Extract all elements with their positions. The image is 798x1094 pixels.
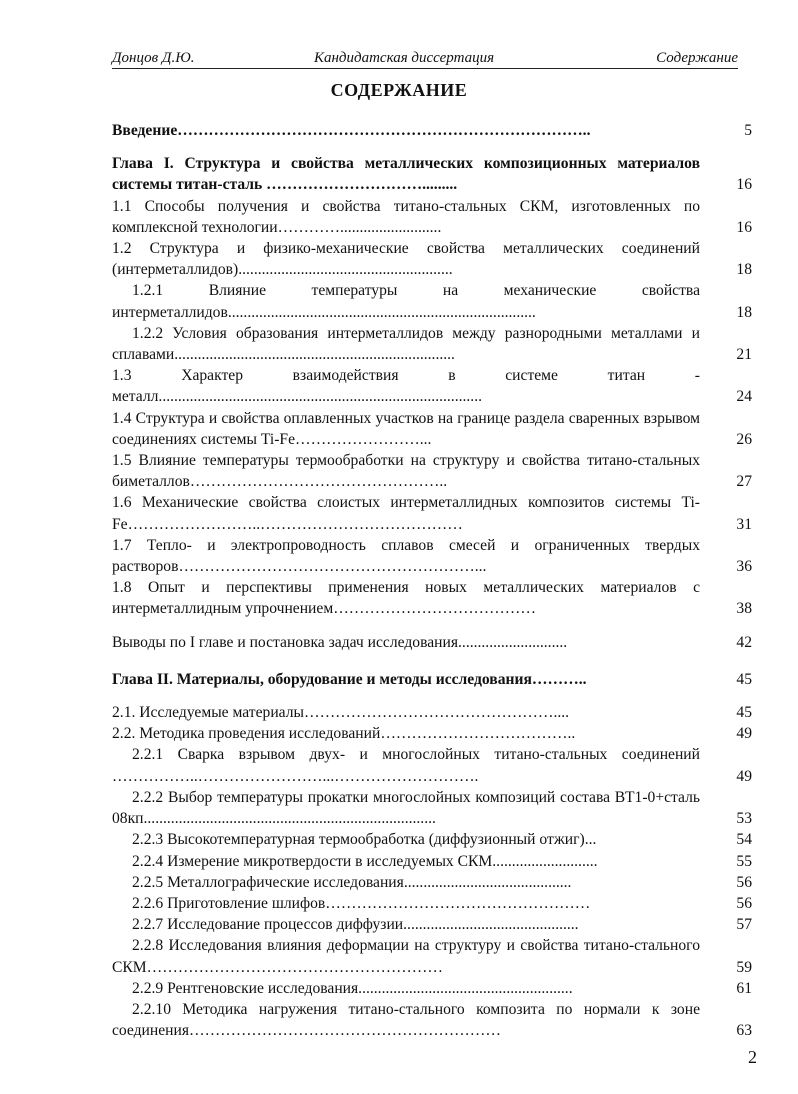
header-center: Кандидатская диссертация [314, 50, 495, 66]
toc-entry-text: 2.2. Методика проведения исследований……………………………….. [112, 725, 576, 743]
toc-entry [112, 535, 752, 577]
toc-entry [112, 365, 752, 407]
toc-entry-text: 2.2.6 Приготовление шлифов…………………………………………… [132, 894, 591, 912]
toc-entry-text: 1.6 Механические свойства слоистых интерметаллидных композитов системы Ti-Fe……………………..………………………………… [112, 494, 700, 533]
toc-entry [112, 280, 752, 322]
toc-entry-page: 55 [736, 852, 752, 870]
toc-entry-page: 16 [736, 176, 752, 194]
toc-entry-page: 21 [736, 346, 752, 364]
toc-entry-page: 45 [736, 704, 752, 722]
toc-entry-page: 49 [736, 725, 752, 743]
toc-entry-text: 2.2.7 Исследование процессов диффузии............................................. [132, 916, 579, 934]
toc-entry-page: 31 [736, 515, 752, 533]
toc-entry-page: 5 [744, 122, 752, 139]
toc-entry-text: 1.8 Опыт и перспективы применения новых металлических материалов с интерметаллидным упрочнением………………………………… [112, 579, 700, 618]
toc-entry-page: 24 [736, 388, 752, 406]
toc-entry [112, 999, 752, 1041]
page-title: СОДЕРЖАНИЕ [330, 80, 468, 100]
toc-entry [112, 872, 752, 893]
toc-entry [112, 851, 752, 872]
toc-entry-text: 1.2.2 Условия образования интерметаллидов между разнородными металлами и сплавами........................................................................ [112, 324, 700, 364]
toc-entry [112, 492, 752, 534]
toc-entry-text: 1.1 Способы получения и свойства титано-стальных СКМ, изготовленных по комплексной технологии………….......................... [112, 197, 700, 236]
toc-entry-page: 45 [736, 670, 752, 688]
toc-entry [112, 153, 752, 195]
toc-entry [112, 238, 752, 280]
toc-entry [112, 914, 752, 935]
toc-entry [112, 744, 752, 786]
header-section: Содержание [656, 50, 738, 66]
toc-entry-text: Глава I. Структура и свойства металлических композиционных материалов системы титан-сталь …………………………......... [112, 155, 700, 194]
toc-entry-text: 1.2 Структура и физико-механические свойства металлических соединений (интерметаллидов)....................................................... [112, 240, 700, 279]
toc-entry-text: 1.2.1 Влияние температуры на механические свойства интерметаллидов............................................................................... [112, 282, 700, 321]
toc-entry [112, 978, 752, 999]
toc-entry-text: 1.3 Характер взаимодействия в системе титан - металл................................................................................... [112, 367, 700, 406]
toc-entry-page: 26 [736, 430, 752, 448]
toc-entry [112, 577, 752, 619]
toc-entry-page: 18 [736, 261, 752, 279]
header-rule [112, 68, 738, 69]
toc-entry [112, 702, 752, 723]
toc-entry-text: 1.4 Структура и свойства оплавленных участков на границе раздела сваренных взрывом соединениях системы Ti-Fe……………………... [112, 409, 700, 448]
toc-entry-page: 61 [736, 979, 752, 997]
toc-entry-text: 2.2.4 Измерение микротвердости в исследуемых СКМ........................... [132, 852, 598, 870]
running-header [112, 50, 738, 68]
toc-entry-page: 18 [736, 303, 752, 321]
toc-entry [112, 787, 752, 829]
toc-entry-text: Выводы по I главе и постановка задач исследования............................ [112, 633, 568, 651]
toc-entry [112, 669, 752, 690]
table-of-contents [112, 120, 752, 1041]
header-author: Донцов Д.Ю. [112, 50, 195, 66]
toc-entry-page: 59 [736, 958, 752, 976]
toc-entry-page: 56 [736, 873, 752, 891]
toc-entry-page: 63 [736, 1022, 752, 1040]
toc-entry [112, 723, 752, 744]
toc-entry-text: 2.2.8 Исследования влияния деформации на структуру и свойства титано-стального СКМ………………………………………………… [112, 937, 700, 976]
toc-entry-text: 1.5 Влияние температуры термообработки на структуру и свойства титано-стальных биметаллов………………………………………….. [112, 452, 700, 491]
toc-entry-text: 2.2.9 Рентгеновские исследования....................................................... [132, 979, 573, 997]
toc-entry [112, 450, 752, 492]
toc-entry-text: 2.2.1 Сварка взрывом двух- и многослойных титано-стальных соединений ……………..……………………...………………………. [112, 746, 700, 785]
toc-entry-text: 2.2.2 Выбор температуры прокатки многослойных композиций состава ВТ1-0+сталь 08кп........................................................................... [112, 788, 700, 828]
toc-entry-page: 54 [736, 831, 752, 849]
toc-entry-page: 36 [736, 558, 752, 576]
toc-entry-text: 2.2.3 Высокотемпературная термообработка (диффузионный отжиг)... [132, 831, 597, 849]
toc-entry-text: 2.1. Исследуемые материалы………………………………………….... [112, 704, 570, 722]
toc-entry-text: Глава II. Материалы, оборудование и методы исследования……….. [112, 670, 587, 688]
toc-entry-page: 16 [736, 218, 752, 236]
toc-entry [112, 196, 752, 238]
toc-entry-text: 2.2.5 Металлографические исследования........................................... [132, 873, 572, 891]
toc-entry [112, 323, 752, 365]
toc-entry-text: 2.2.10 Методика нагружения титано-стального композита по нормали к зоне соединения…………………………………………………… [112, 1000, 700, 1040]
toc-entry [112, 120, 752, 141]
toc-entry [112, 935, 752, 977]
toc-entry [112, 408, 752, 450]
toc-entry-page: 57 [736, 916, 752, 934]
toc-entry-page: 27 [736, 473, 752, 491]
toc-entry-page: 56 [736, 894, 752, 912]
toc-entry [112, 829, 752, 850]
toc-entry-text: Введение…………………………………………………………………….. [112, 122, 591, 139]
toc-entry-page: 53 [736, 810, 752, 828]
toc-entry-page: 42 [736, 633, 752, 651]
page-number: 2 [748, 1047, 757, 1067]
toc-entry-text: 1.7 Тепло- и электропроводность сплавов смесей и ограниченных твердых растворов…………………………………………………... [112, 536, 700, 576]
toc-entry [112, 632, 752, 653]
toc-entry-page: 38 [736, 600, 752, 618]
toc-entry [112, 893, 752, 914]
toc-entry-page: 49 [736, 767, 752, 785]
